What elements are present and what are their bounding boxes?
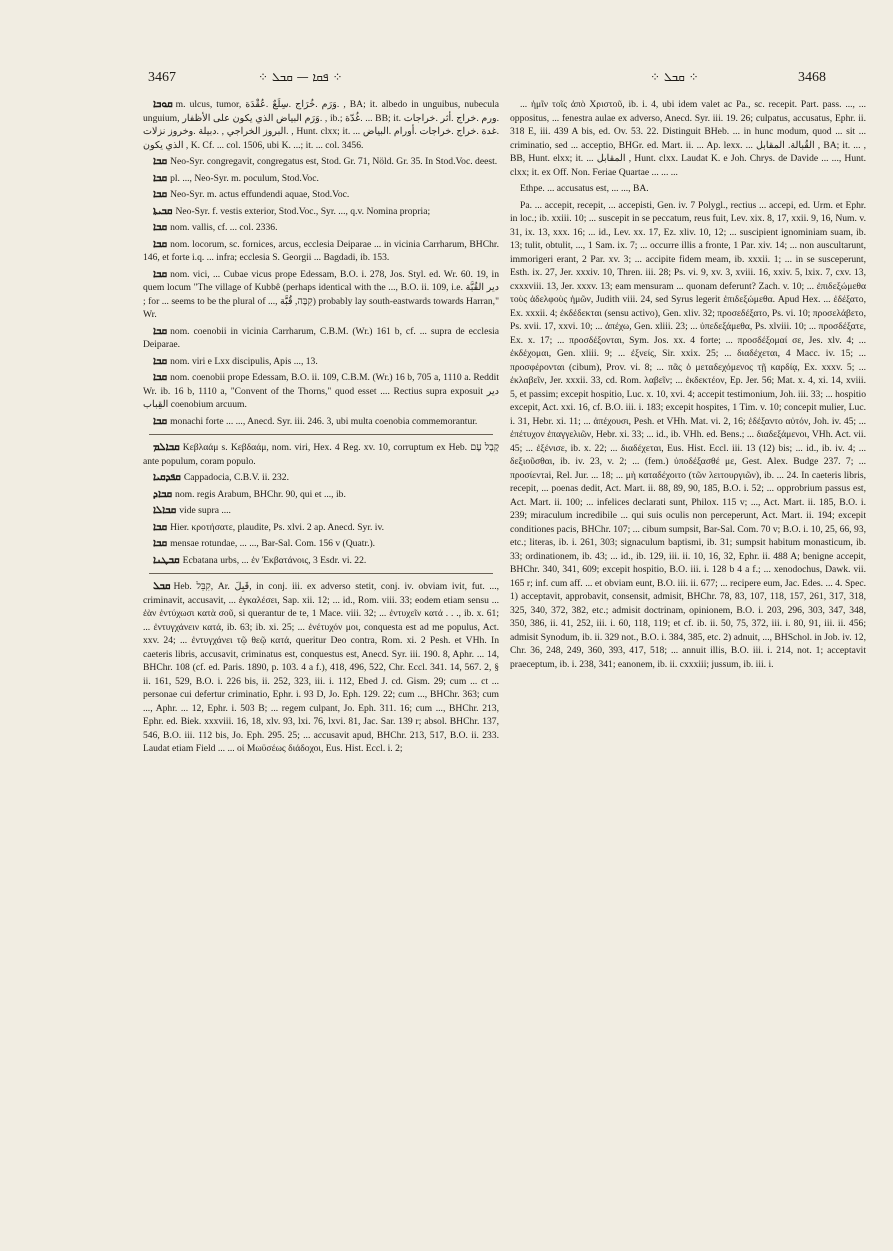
- entry-headword: ܩܒܐ: [153, 538, 168, 549]
- dictionary-entry: [143, 415, 499, 429]
- running-title-right: ⁘ ܩܒܠ ⁘: [650, 70, 699, 84]
- running-title-left: ⁘ ܦܩܐ — ܩܒܠ ⁘: [258, 70, 343, 84]
- entry-text: nom. regis Arabum, BHChr. 90, qui et ..., ib.: [175, 488, 346, 500]
- entry-text: pl. ..., Neo-Syr. m. poculum, Stod.Voc.: [170, 172, 319, 184]
- entry-headword: ܩܒܝܬܐ: [153, 205, 173, 217]
- entry-text: Ecbatana urbs, ... ἐν Ἐκβατάνοις, 3 Esdr. vi. 22.: [182, 554, 367, 566]
- dictionary-entry: [143, 521, 499, 535]
- dictionary-entry: [143, 221, 499, 235]
- dictionary-entry: [510, 98, 866, 179]
- entry-text: Ethpe. ... accusatus est, ... ..., BA.: [520, 183, 649, 194]
- entry-headword: ܩܦܕܩܝܐ: [153, 472, 181, 483]
- entry-text: Cappadocia, C.B.V. ii. 232.: [183, 472, 289, 483]
- page-number-left: 3467: [148, 70, 176, 85]
- entry-text: nom. vici, ... Cubae vicus prope Edessam, B.O. i. 278, Jos. Styl. ed. Wr. 60. 19, in quem locum "The village of Kubbê (perhaps identical with the ..., B.O. ii. 109, i.e. ‏دير القُبَّة‏ ; for ... seems to be the plural of ..., ‏קִבָּה‏, ‏قُبَّة‏) probably lay south-eastwards towards Harran," Wr.: [143, 268, 499, 320]
- entry-headword: ܩܒܐ: [153, 172, 168, 184]
- dictionary-entry: [143, 98, 499, 152]
- dictionary-entry: [143, 155, 499, 169]
- entry-text: mensae rotundae, ... ..., Bar-Sal. Com. 156 v (Quatr.).: [170, 538, 376, 549]
- dictionary-entry: [143, 268, 499, 322]
- page-number-right: 3468: [798, 70, 826, 85]
- entry-headword: ܩܒܐ: [153, 268, 168, 280]
- dictionary-entry: [510, 182, 866, 196]
- dictionary-entry: [143, 441, 499, 468]
- dictionary-entry: [143, 580, 499, 756]
- entry-headword: ܩܒܐ: [153, 355, 168, 367]
- entry-text: Heb. ‏קִבֵּל‏, Ar. ‏قَبِلَ‏, in conj. iii. ex adverso stetit, conj. iv. obviam ivit, fut. ..., criminavit, accusavit, ... ἐγκαλέσει, Sap. xii. 12; ... id., Rom. viii. 33; eodem etiam sensu ... ἐὰν ἐντύχωσι κατὰ σοῦ, si querantur de te, 1 Mace. viii. 32; ... ἐντυχεῖν κατά . . ., ib. x. 61; ... ἐντυγχάνειν κατά, ib. 63; ib. xi. 25; ... ἐνέτυχόν μοι, conquesta est ad me populus, Act. xxv. 24; ... ἐντυγχάνει τῷ θεῷ κατά, queritur Deo contra, Rom. xi. 2 Pesh. et VHh. In caeteris libris, accusavit, criminatus est, conquestus est, Anecd. Syr. iii. 190. 8, Aphr. ... 14, BHChr. 108 (cf. ed. Paris. 1890, p. 103. 4 a f.), 418, 496, 522, Chr. Eccl. 341. 14, 567. 2, § ii. 161, 529, B.O. i. 226 bis, ii. 252, 323, iii. i. 112, Ebed J. cd. Gism. 29; cum ... ct ... personae cui defertur criminatio, Ephr. i. 93 D, Jo. Eph. 129. 22; cum ..., BHChr. 363; cum ..., Aphr. ... 12, Ephr. i. 503 B; ... regem culpant, Jo. Eph. 311. 16; cum ..., BHChr. 213, Ephr. ed. Biek. xxxviii. 16, 18, xlv. 93, lxi. 76, lxvi. 81, Jac. Sar. 139 r; absol. BHChr. 137, 546, B.O. iii. 112 bis, Jo. Eph. 295. 25; ... accusavit apud, BHChr. 213, 517, B.O. ii. 233. Laudat etiam Field ... ... οἱ Μωϋσέως διάδοχοι, Eus. Hist. Eccl. i. 2;: [143, 581, 499, 754]
- dictionary-entry: [510, 199, 866, 672]
- page-header: [0, 66, 893, 92]
- entry-headword: ܩܒܐ: [153, 325, 168, 337]
- entry-text: vide supra ....: [179, 505, 231, 516]
- dictionary-entry: [143, 488, 499, 502]
- entry-text: ... ἡμῖν τοῖς ἀπὸ Χριστοῦ, ib. i. 4, ubi idem valet ac Pa., sc. recepit. Part. pass. ..., ... oppositus, ... fenestra aulae ex adverso, Anecd. Syr. iii. 19. 26; culpatus, accusatus, Ephr. ii. 318 E, iii. 439 A bis, ed. Ov. 53. 22. Distinguit BHeb. ... in hunc modum, quod ... sit ... criminatio, sed ... acceptio, BHGr. ed. Mart. ii. ... Ap. lexx. ... ‏القُبالة. المقابل‏ , BA; it. ... , BB, Hunt. elxx; it. ... ‏المقابل‏ , Hunt. clxx. Laudat K. e Joh. Chrys. de Davide ... ..., Hunt. clxx; it. ex Off. Non. Feriae Quartae ... ... ...: [510, 99, 866, 178]
- entry-headword: ܩܒܐ: [153, 156, 168, 167]
- dictionary-entry: [143, 471, 499, 485]
- dictionary-entry: [143, 537, 499, 551]
- entry-text: Neo-Syr. m. actus effundendi aquae, Stod.Voc.: [170, 189, 350, 200]
- entry-text: m. ulcus, tumor, ‏.وَرَم .خُرَاج .سِلَعٌ .عُقْدَة‏ , BA; it. albedo in unguibus, nubecula unguium, ‏.وَرَم البياض الذي يكون على الأظفار‏ , ib.; ‏.غُدّة‏ ... BB; it. ‏.ورم .خراج .أثر .خراجات .البروز الخراجي‏ , ‏.دبيلة .وخروز نزلات‏ , Hunt. clxx; it. ... ‏.غدة .خراج .خراجات .أورام .البياض الذي يكون‏ , K. Cf. ... col. 1506, ubi K. ...; it. ... col. 3456.: [143, 99, 499, 151]
- entry-headword: ܩܘܒܐ: [153, 99, 173, 110]
- entry-text: nom. coenobii in vicinia Carrharum, C.B.M. (Wr.) 161 b, cf. ... supra de ecclesia Deiparae.: [143, 325, 499, 350]
- entry-text: nom. vallis, cf. ... col. 2336.: [170, 222, 278, 233]
- entry-text: monachi forte ... ..., Anecd. Syr. iii. 246. 3, ubi multa coenobia commemorantur.: [170, 415, 478, 427]
- entry-headword: ܩܒܐ: [153, 521, 168, 533]
- entry-text: nom. viri e Lxx discipulis, Apis ..., 13.: [170, 355, 318, 367]
- dictionary-entry: [143, 355, 499, 369]
- dictionary-entry: [143, 172, 499, 186]
- entry-headword: ܩܒܠ: [153, 581, 171, 592]
- entry-headword: ܩܒܛܢܐ: [153, 554, 180, 566]
- dictionary-entry: [143, 371, 499, 412]
- entry-text: nom. coenobii prope Edessam, B.O. ii. 109, C.B.M. (Wr.) 16 b, 705 a, 1110 a. Reddit Wr. ib. 16 b, 1110 a, "Convent of the Thorns," quod esset .... Rectius supra exposuit ‏دير القِباب‏ coenobium arcuum.: [143, 372, 499, 410]
- entry-text: Κεβλαάμ s. Κεβδαάμ, nom. viri, Hex. 4 Reg. xv. 10, corruptum ex Heb. ‏קָבָל עָם‏ ante populum, coram populo.: [143, 442, 499, 467]
- entry-headword: ܩܒܐ: [153, 415, 168, 427]
- entry-text: Pa. ... accepit, recepit, ... accepisti, Gen. iv. 7 Polygl., rectius ... accepi, ed. Urm. et Ephr. in loc.; ib. xxiii. 10; ... suscepit in se peccatum, reus fuit, Lev. xix. 8, 17, xxii. 9, 16, Num. v. 31, ix. 13, xxx. 16; ... id., Lev. xx. 17, Ez. xliv. 10, 12; ... suscipient ignominiam suam, ib. 13; tulit, obtulit, ..., 1 Sam. ix. 7; ... occurre illis a fronte, 1 Par. xiv. 14; ... non auscultarunt, immorigeri erant, 2 Par. xv. 3; ... accipite fidem meam, ib. xxxii. 1; ... in se susceperunt, Esth. ix. 27, Jer. xxxiv. 10, Thren. iii. 28; Ps. vi. 9, xv. 3, xviii. 16, xxiv. 5, lxix. 7, cxv. 13, cxxxviii. 13, Jer. xxxv. 13; eam mensuram ... quonam deferunt? Zach. v. 10; ... ἐπιδεξώμεθα τοὺς ἀδελφοὺς ἡμῶν, Judith viii. 24, sed Syrus legerit ἐπιδεξώμεθα. Apud Hex. ... ἐδέξατο, Ex. xxxii. 4; ἐκδέδεκται (sensu activo), Gen. xliv. 32; προσεδέξατο, Ps. vi. 10; προσελάβετο, Ps. xvii. 17, xxvi. 10; ... ἀπέχω, Gen. xliii. 23; ... ὑπεδεξάμεθα, Ps. xlviii. 10; ... προσδέξατε, Ex. x. 17; ... προσδέξονται, Sym. Jos. xx. 4 forte; ... προσδέξομαί σε, Jes. xlv. 4; ... ἐκδέχομαι, Gen. xliii. 9; ... ἐξνείς, Sir. xxix. 25; ... διαδέχεται, 4 Macc. iv. 15; ... προσφέρονται (cibum), Prov. vi. 8; ... πᾶς ὁ μεταδεχόμενος τῇ καρδίᾳ, Ex. xxxv. 5; ... ἐκλαβεῖν, Jer. xxxii. 33, cd. Rom. λαβεῖν; ... ἐκδεκτέον, Ep. Jer. 56; Mat. x. 4, xi. 14, xviii. 5, et passim; excepit hospitio, Luc. x. 10, xvi. 4; accepit testimonium, Joh. iii. 33; ... hospitio excepit, Act. xxi. 16, cf. B.O. iii. i. 183; excepit hospites, 1 Tim. v. 10; concepit mulier, Luc. i. 31, Hebr. xi. 11; ... ἀπέχουσι, Pesh. et VHh. Mat. vi. 2, 16; ἐδέξαντο αὐτόν, Joh. iv. 45; ... ἐπέτυχον ἐπαγγελιῶν, Hebr. xi. 33; ... id., ib. VHh. ed. Bens.; ... διαδεξάμενοι, VHh. Act. vii. 45; ... ἐξένισε, ib. x. 22; ... διαδέχεται, Eus. Hist. Eccl. iii. 13 (12) bis; ... id., ib. iv. 4; ... δεξιοῦσθαι, ib. iv. 23, v. 2; ... (fem.) ὑποδέξασθέ με, Gest. Alex. Budge 237. 7; ... προσίεντai, Rel. Jur. ... 18; ... μὴ καταδέχοιτο (τῶν λειτουργιῶν), ib. ... 24. In caeteris libris, recepit, ... poenas dedit, Act. Mart. ii. 88, 89, 90, 185, B.O. i. 52; ... opprobrium passus est, Act. Mart. ii. 100; ... infelices declarati sunt, Philox. 115 v; ..., Act. Mart. ii. 185, B.O. i. 239; miraculum incredibile ... qui suis oculis non perceperunt, Act. Mart. ii. 194; excepit conditiones pacis, BHChr. 107; ... cibum sumpsit, Bar-Sal. Com. 70 v; B.O. i. 10, 25, 66, 93, etc.; literas, ib. i. 261, 303; signaculum baptismi, ib. 31; sumpsit habitum monasticum, ib. 33; ordinationem, ib. 43; ... id., ib. 129, iii. ii. 10, 16, 32, Ephr. ii. 488 A; benigne accepit, BHChr. 340, 341, 609; excepit hospitio, B.O. iii. i. 128 b 4 a f.; ... xenodochus, Dawk. vii. 165 r; inf. cum aff. ... et obviam eunt, B.O. iii. ii. 677; ... recipere eum, Jac. Edes. ... 4. Spec. 1) acceptavit, approbavit, consensit, admisit, BHChr. 78, 83, 107, 118, 157, 261, 317, 318, 325, 340, 372, 382, etc.; admisit doctrinam, opinionem, B.O. i. 203, 296, 303, 347, 348, 350, 386, ii. 41, 252, iii. i. 60, 118, 119; et cf. ib. ii. 50, 75, 372, iii. i. 80, 91, iii. ii. 456; admisit Synodum, ib. ii. 329 not., B.O. i. 384, 385, etc. 2) adnuit, ..., BHSchol. in Job. iv. 12, Chr. 36, 248, 249, 360, 393, 417, 518; ... annuit illis, B.O. iii. i. 214, not. 1; acceptavit praeceptum, ib. i. 238, 341; eanonem, ib. ii. cxxxiii; jussum, ib. iii. i.: [510, 199, 866, 670]
- entry-headword: ܩܒܐ: [153, 189, 168, 200]
- entry-text: Neo-Syr. congregavit, congregatus est, Stod. Gr. 71, Nöld. Gr. 35. In Stod.Voc. deest.: [170, 156, 498, 167]
- dictionary-entry: [143, 325, 499, 352]
- dictionary-entry: [143, 504, 499, 518]
- entry-headword: ܩܒܐ: [153, 372, 168, 383]
- dictionary-entry: [143, 188, 499, 202]
- entry-headword: ܩܒܐܠܡ: [153, 442, 180, 453]
- entry-text: Neo-Syr. f. vestis exterior, Stod.Voc., Syr. ..., q.v. Nomina propria;: [175, 205, 431, 217]
- right-column: [510, 98, 866, 1218]
- dictionary-entry: [143, 554, 499, 568]
- entry-headword: ܩܒܐ: [153, 238, 168, 250]
- dictionary-entry: [143, 238, 499, 265]
- entry-text: Hier. κροτήσατε, plaudite, Ps. xlvi. 2 ap. Anecd. Syr. iv.: [170, 521, 385, 533]
- dictionary-entry: [143, 205, 499, 219]
- entry-headword: ܩܒܐܠܐ: [153, 505, 177, 516]
- entry-headword: ܩܒܐ: [153, 222, 168, 233]
- entry-text: nom. locorum, sc. fornices, arcus, ecclesia Deiparae ... in vicinia Carrharum, BHChr. 146, et forte i.q. ... infra; ecclesia S. Georgii ... Bagdadi, ib. 153.: [143, 238, 499, 263]
- left-column: [143, 98, 499, 1218]
- section-rule: [149, 434, 493, 435]
- entry-headword: ܩܒܐܕ: [153, 488, 173, 500]
- section-rule: [149, 573, 493, 574]
